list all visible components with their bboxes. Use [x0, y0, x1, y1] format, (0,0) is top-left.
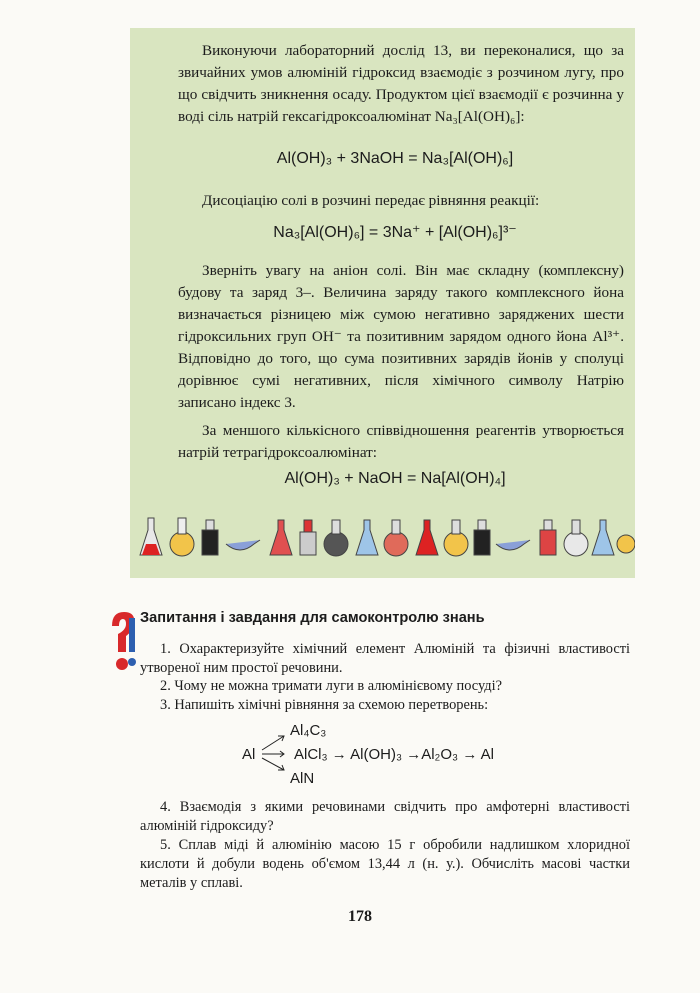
intro-paragraph: [178, 40, 624, 128]
branch-arrows-icon: [260, 728, 288, 776]
equation-3: Al(OH)₃ + NaOH = Na[Al(OH)₄]: [284, 470, 506, 487]
intro-text: Виконуючи лабораторний дослід 13, ви переконалися, що за звичайних умов алюміній гідроксид взаємодіє з розчином лугу, про що свідчить зникнення осаду. Продуктом цієї взаємодії є розчинна у воді сіль натрій гексагідроксоалюмінат: [178, 42, 624, 125]
scheme-middle: AlCl₃ → Al(OH)₃ →Al₂O₃ → Al: [294, 746, 495, 763]
anion-paragraph: [178, 260, 624, 414]
scheme-bottom: AlN: [290, 770, 315, 787]
dissociation-paragraph: [178, 190, 624, 212]
equation-1: Al(OH)₃ + 3NaOH = Na₃[Al(OH)₆]: [276, 150, 514, 167]
question-5: 5. Сплав міді й алюмінію масою 15 г обробили надлишком хлоридної кислоти й добули водень об'ємом 13,44 л (н. у.). Обчисліть масові частки металів у сплаві.: [140, 837, 630, 891]
flasks-illustration: [130, 500, 635, 560]
question-exclamation-icon: [108, 608, 138, 674]
equation-2: Na₃[Al(OH)₆] = 3Na⁺ + [Al(OH)₆]³⁻: [273, 224, 517, 241]
anion-text: Зверніть увагу на аніон солі. Він має складну (комплексну) будову та заряд 3–. Величина заряду такого комплексного йона визначається різницею між сумою негативно заряджених шести гідроксильних груп OH⁻ та позитивним зарядом одного йона Al³⁺. Відповідно до того, що сума позитивних зарядів йонів у сполуці дорівнює сумі негативних, після хімічного символу Натрію записано індекс 3.: [178, 262, 624, 411]
intro-formula: Na₃[Al(OH)₆]:: [434, 108, 525, 125]
page-number: 178: [348, 908, 372, 925]
section-title: Запитання і завдання для самоконтролю знань: [140, 610, 485, 626]
question-4: 4. Взаємодія з якими речовинами свідчить про амфотерні властивості алюміній гідроксиду?: [140, 799, 630, 834]
scheme-top: Al₄C₃: [290, 722, 327, 739]
question-2: 2. Чому не можна тримати луги в алюмінієвому посуді?: [160, 678, 502, 694]
lesser-ratio-paragraph: [178, 420, 624, 464]
scheme-start: Al: [242, 746, 256, 763]
conversion-scheme: [200, 720, 560, 790]
question-3: 3. Напишіть хімічні рівняння за схемою перетворень:: [160, 697, 489, 713]
question-1: 1. Охарактеризуйте хімічний елемент Алюміній та фізичні властивості утвореної ним простої речовини.: [140, 641, 630, 676]
dissociation-text: Дисоціацію солі в розчині передає рівняння реакції:: [202, 192, 540, 209]
lesser-ratio-text: За меншого кількісного співвідношення реагентів утворюється натрій тетрагідроксоалюмінат:: [178, 422, 624, 461]
